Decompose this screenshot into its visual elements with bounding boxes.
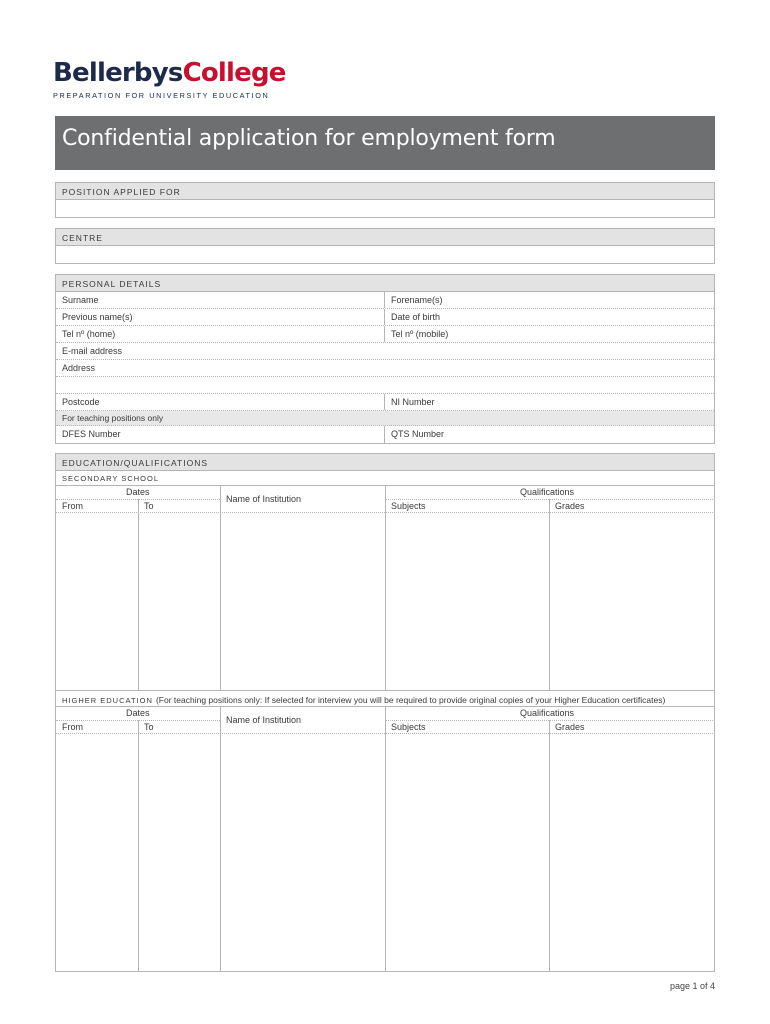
position-input[interactable] [56,200,714,217]
divider [385,707,386,972]
form-row [56,394,714,411]
institution-header: Name of Institution [226,494,302,504]
qualifications-header: Qualifications [520,487,575,497]
divider [138,499,139,690]
divider [220,707,221,972]
divider [385,720,715,721]
position-section [55,182,715,218]
form-row [56,292,714,309]
personal-details-header: PERSONAL DETAILS [56,275,714,292]
forenames-field[interactable]: Forename(s) [391,295,443,305]
from-header: From [62,722,83,732]
form-row [56,426,714,443]
dfes-number-field[interactable]: DFES Number [56,426,385,443]
divider [56,733,715,734]
form-row [56,326,714,343]
logo-wordmark: BellerbysCollege [53,58,286,88]
education-section [55,453,715,972]
centre-header: CENTRE [56,229,714,246]
divider [56,720,220,721]
divider [385,499,715,500]
position-header: POSITION APPLIED FOR [56,183,714,200]
previous-names-field[interactable]: Previous name(s) [56,309,385,325]
centre-section [55,228,715,264]
form-row [56,343,714,360]
divider [220,486,221,690]
subjects-header: Subjects [391,722,426,732]
ni-number-field[interactable]: NI Number [391,397,435,407]
surname-field[interactable]: Surname [56,292,385,308]
address-line-2[interactable] [56,377,714,394]
college-logo [53,58,286,100]
tel-home-field[interactable]: Tel nº (home) [56,326,385,342]
title-banner [55,116,715,170]
higher-education-note: (For teaching positions only: If selected for interview you will be required to provide original copies of your Higher Education certificates) [155,695,666,705]
from-header: From [62,501,83,511]
dates-header: Dates [126,487,150,497]
divider [56,512,715,513]
postcode-field[interactable]: Postcode [56,394,385,410]
centre-input[interactable] [56,246,714,263]
form-row [56,309,714,326]
grades-header: Grades [555,722,585,732]
email-field[interactable]: E-mail address [62,346,123,356]
divider [385,486,386,690]
institution-header: Name of Institution [226,715,302,725]
divider [549,499,550,690]
higher-education-title: HIGHER EDUCATION (For teaching positions only: If selected for interview you will be required to provide original copies of your Higher Education certificates) [56,690,714,706]
to-header: To [144,501,154,511]
divider [138,720,139,972]
teaching-only-label: For teaching positions only [62,413,164,423]
dates-header: Dates [126,708,150,718]
personal-details-section [55,274,715,444]
higher-education-table [56,706,714,972]
education-header: EDUCATION/QUALIFICATIONS [56,454,714,471]
secondary-school-title: SECONDARY SCHOOL [62,474,159,483]
date-of-birth-field[interactable]: Date of birth [391,312,441,322]
tel-mobile-field[interactable]: Tel nº (mobile) [391,329,449,339]
divider [549,720,550,972]
grades-header: Grades [555,501,585,511]
form-title: Confidential application for employment form [62,126,556,151]
form-row [56,360,714,377]
divider [56,499,220,500]
to-header: To [144,722,154,732]
qts-number-field[interactable]: QTS Number [391,429,445,439]
secondary-school-table [56,485,714,690]
address-field[interactable]: Address [62,363,96,373]
logo-tagline: PREPARATION FOR UNIVERSITY EDUCATION [53,91,270,100]
page-number: page 1 of 4 [669,981,715,991]
qualifications-header: Qualifications [520,708,575,718]
subjects-header: Subjects [391,501,426,511]
teaching-only-row [56,411,714,426]
